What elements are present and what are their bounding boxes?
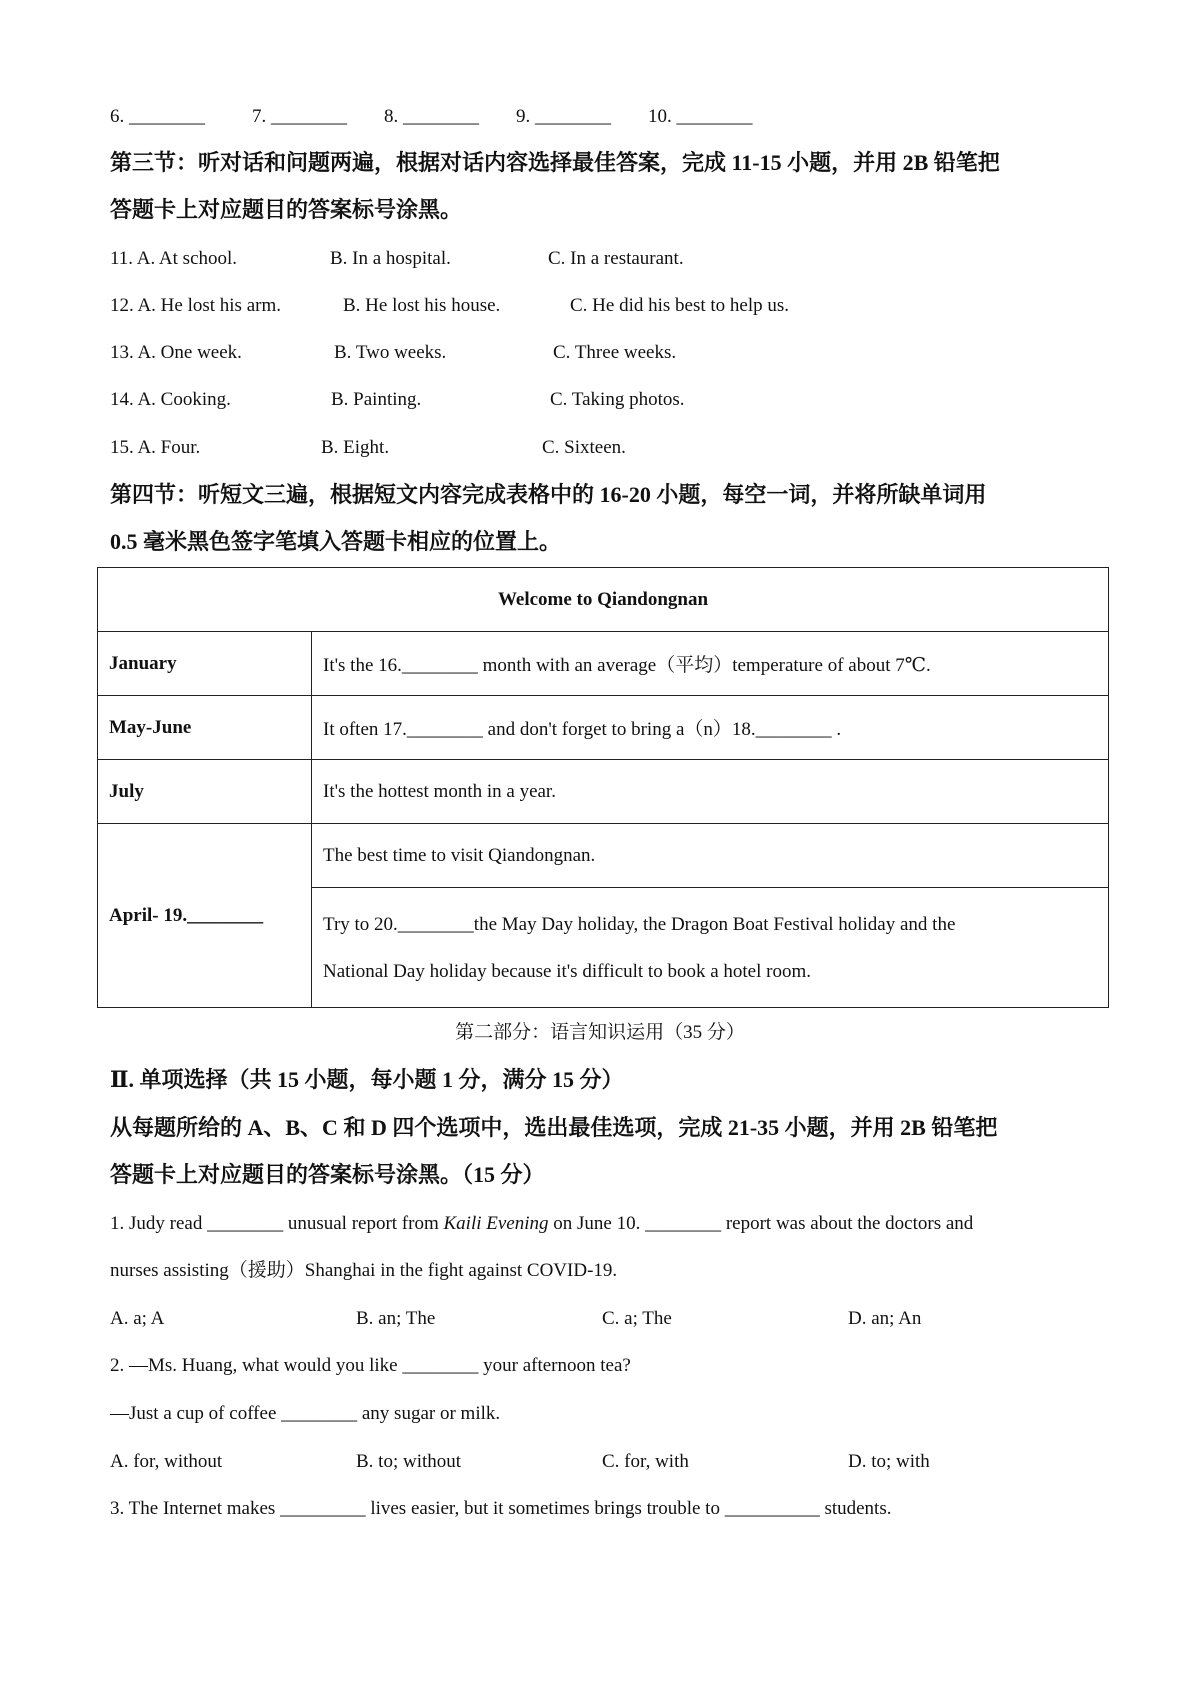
q1-newspaper-name: Kaili Evening [443,1213,549,1234]
section-ii-heading: Ⅱ. 单项选择（共 15 小题，每小题 1 分，满分 15 分） [110,1067,624,1092]
avoid-holidays-line2: National Day holiday because it's difficult to book a hotel room. [323,960,811,982]
q1-text-part2: on June 10. ________ report was about the doctors and [548,1213,974,1234]
q1-option-d: D. an; An [848,1308,922,1329]
q1-option-c: C. a; The [602,1308,672,1329]
table-row [98,824,1109,888]
blank-9: 9. ________ [516,106,611,127]
row-label-april: April- 19.________ [98,824,312,1008]
q14-option-c: C. Taking photos. [550,389,685,410]
question-1-line1 [110,1211,973,1237]
q13-option-a: 13. A. One week. [110,342,242,363]
q12-option-c: C. He did his best to help us. [570,295,790,316]
section4-instruction-line1: 第四节：听短文三遍，根据短文内容完成表格中的 16-20 小题，每空一词，并将所缺单词用 [110,482,987,507]
q2-option-c: C. for, with [602,1451,689,1472]
q2-option-b: B. to; without [356,1451,462,1472]
part2-heading: 第二部分：语言知识运用（35 分） [455,1022,745,1043]
section-ii-instruction-line2: 答题卡上对应题目的答案标号涂黑。（15 分） [110,1162,545,1187]
section4-instruction-line2: 0.5 毫米黑色签字笔填入答题卡相应的位置上。 [110,529,562,554]
table-title: Welcome to Qiandongnan [98,568,1109,632]
q15-option-c: C. Sixteen. [542,437,626,458]
q11-option-b: B. In a hospital. [330,248,451,269]
section-ii-instruction-line1: 从每题所给的 A、B、C 和 D 四个选项中，选出最佳选项，完成 21-35 小题，并用 2B 铅笔把 [110,1115,998,1140]
question-2-line1: 2. —Ms. Huang, what would you like ________ your afternoon tea? [110,1355,631,1376]
q12-option-b: B. He lost his house. [343,295,501,316]
answer-blanks-6-10 [0,104,1200,130]
q2-option-d: D. to; with [848,1451,930,1472]
blank-10: 10. ________ [648,106,753,127]
q14-option-a: 14. A. Cooking. [110,389,231,410]
q11-option-c: C. In a restaurant. [548,248,684,269]
table-row [98,696,1109,760]
question-3-line1: 3. The Internet makes _________ lives easier, but it sometimes brings trouble to __________ students. [110,1498,892,1519]
question-2-line2: —Just a cup of coffee ________ any sugar or milk. [110,1403,501,1424]
q15-option-b: B. Eight. [321,437,390,458]
qiandongnan-table [97,567,1109,1008]
q11-option-a: 11. A. At school. [110,248,238,269]
q15-option-a: 15. A. Four. [110,437,201,458]
row-text-best-time: The best time to visit Qiandongnan. [312,824,1109,888]
row-text-july: It's the hottest month in a year. [312,760,1109,824]
blank-8: 8. ________ [384,106,479,127]
q1-text-part1: 1. Judy read ________ unusual report from [110,1213,444,1234]
row-label-january: January [98,632,312,696]
row-label-july: July [98,760,312,824]
blank-7: 7. ________ [252,106,347,127]
q2-option-a: A. for, without [110,1451,223,1472]
q13-option-b: B. Two weeks. [334,342,447,363]
table-row [98,632,1109,696]
question-1-line2: nurses assisting（援助）Shanghai in the fight against COVID-19. [110,1260,618,1281]
avoid-holidays-line1: Try to 20.________the May Day holiday, the Dragon Boat Festival holiday and the [323,913,956,935]
section3-instruction-line2: 答题卡上对应题目的答案标号涂黑。 [110,197,463,222]
row-text-avoid-holidays [312,888,1109,1008]
section3-instruction-line1: 第三节：听对话和问题两遍，根据对话内容选择最佳答案，完成 11-15 小题，并用 2B 铅笔把 [110,150,1000,175]
q14-option-b: B. Painting. [331,389,422,410]
table-row [98,760,1109,824]
q12-option-a: 12. A. He lost his arm. [110,295,281,316]
q1-option-a: A. a; A [110,1308,165,1329]
row-text-may-june: It often 17.________ and don't forget to bring a（n）18.________ . [312,696,1109,760]
q1-option-b: B. an; The [356,1308,436,1329]
blank-6: 6. ________ [110,106,205,127]
q13-option-c: C. Three weeks. [553,342,677,363]
row-label-may-june: May-June [98,696,312,760]
row-text-january: It's the 16.________ month with an average（平均）temperature of about 7℃. [312,632,1109,696]
